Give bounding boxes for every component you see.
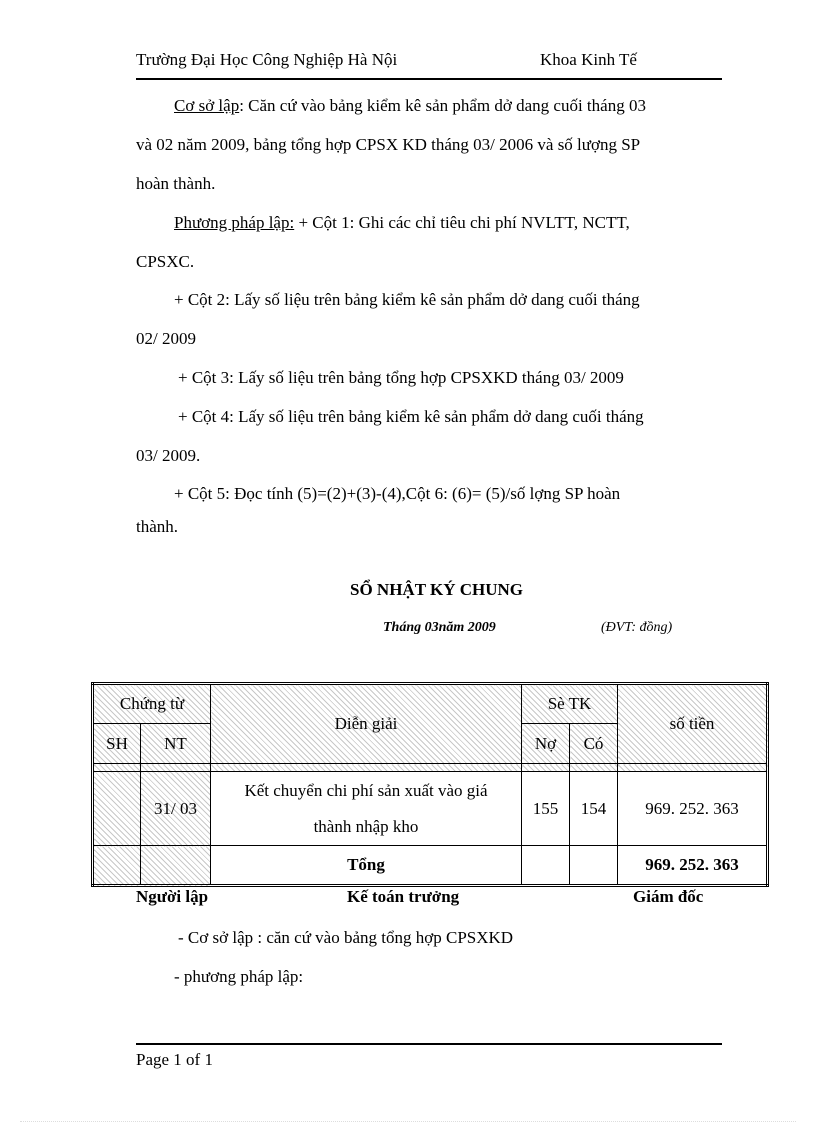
total-row — [93, 846, 768, 886]
row-amount: 969. 252. 363 — [618, 772, 768, 846]
spacer-row — [93, 764, 768, 772]
header-description: Diễn giải — [211, 684, 522, 764]
header-account: Sè TK — [522, 684, 618, 724]
paragraph-basis-line1 — [174, 96, 646, 116]
column4-line2: 03/ 2009. — [136, 446, 201, 465]
journal-table — [91, 682, 769, 887]
header-voucher: Chứng từ — [93, 684, 211, 724]
row-nt: 31/ 03 — [141, 772, 211, 846]
row-sh — [93, 772, 141, 846]
column5-line2: thành. — [136, 517, 179, 536]
signature-chief-accountant: Kế toán trưởng — [347, 887, 460, 906]
basis-text: : Căn cứ vào bảng kiểm kê sản phẩm dở dang cuối tháng 03 — [239, 96, 646, 115]
column3-line1: + Cột 3: Lấy số liệu trên bảng tổng hợp CPSXKD tháng 03/ 2009 — [178, 368, 624, 387]
paragraph-method-line2: CPSXC. — [136, 252, 195, 271]
basis-label: Cơ sở lập — [174, 96, 240, 115]
header-faculty-name: Khoa Kinh Tế — [540, 50, 637, 69]
header-row-1 — [93, 684, 768, 724]
method-text: + Cột 1: Ghi các chỉ tiêu chi phí NVLTT, NCTT, — [294, 213, 630, 232]
total-label: Tổng — [211, 846, 522, 886]
total-amount: 969. 252. 363 — [618, 846, 768, 886]
column2-line1: + Cột 2: Lấy số liệu trên bảng kiểm kê sản phẩm dở dang cuối tháng — [174, 290, 640, 309]
signature-director: Giám đốc — [633, 887, 704, 906]
column2-line2: 02/ 2009 — [136, 329, 196, 348]
row-description-line1: Kết chuyển chi phí sản xuất vào giá — [244, 780, 488, 800]
header-credit: Có — [570, 724, 618, 764]
header-amount: số tiền — [618, 684, 768, 764]
row-credit: 154 — [570, 772, 618, 846]
row-description — [211, 772, 522, 846]
ledger-unit: (ĐVT: đồng) — [601, 620, 673, 635]
row-description-line2: thành nhập kho — [313, 816, 419, 836]
header-rule — [136, 78, 722, 80]
header-nt: NT — [141, 724, 211, 764]
method-label: Phương pháp lập: — [174, 213, 295, 232]
note-basis: - Cơ sở lập : căn cứ vào bảng tổng hợp CPSXKD — [178, 928, 514, 947]
signature-preparer: Người lập — [136, 887, 209, 906]
ledger-title: SỔ NHẬT KÝ CHUNG — [350, 580, 524, 599]
footer-rule — [136, 1043, 722, 1045]
header-debit: Nợ — [522, 724, 570, 764]
paragraph-basis-line3: hoàn thành. — [136, 174, 216, 193]
table-row — [93, 772, 768, 846]
note-method: - phương pháp lập: — [174, 967, 304, 986]
header-school-name: Trường Đại Học Công Nghiệp Hà Nội — [136, 50, 398, 69]
row-debit: 155 — [522, 772, 570, 846]
paragraph-basis-line2: và 02 năm 2009, bảng tổng hợp CPSX KD tháng 03/ 2006 và số lượng SP — [136, 135, 641, 154]
footer-page-number: Page 1 of 1 — [136, 1050, 213, 1069]
header-sh: SH — [93, 724, 141, 764]
column4-line1: + Cột 4: Lấy số liệu trên bảng kiểm kê sản phẩm dở dang cuối tháng — [178, 407, 644, 426]
page-edge-dots — [20, 1121, 796, 1122]
paragraph-method-line1 — [174, 213, 630, 233]
column5-line1: + Cột 5: Đọc tính (5)=(2)+(3)-(4),Cột 6: (6)= (5)/số lợng SP hoàn — [174, 484, 621, 503]
ledger-period: Tháng 03năm 2009 — [383, 620, 496, 635]
